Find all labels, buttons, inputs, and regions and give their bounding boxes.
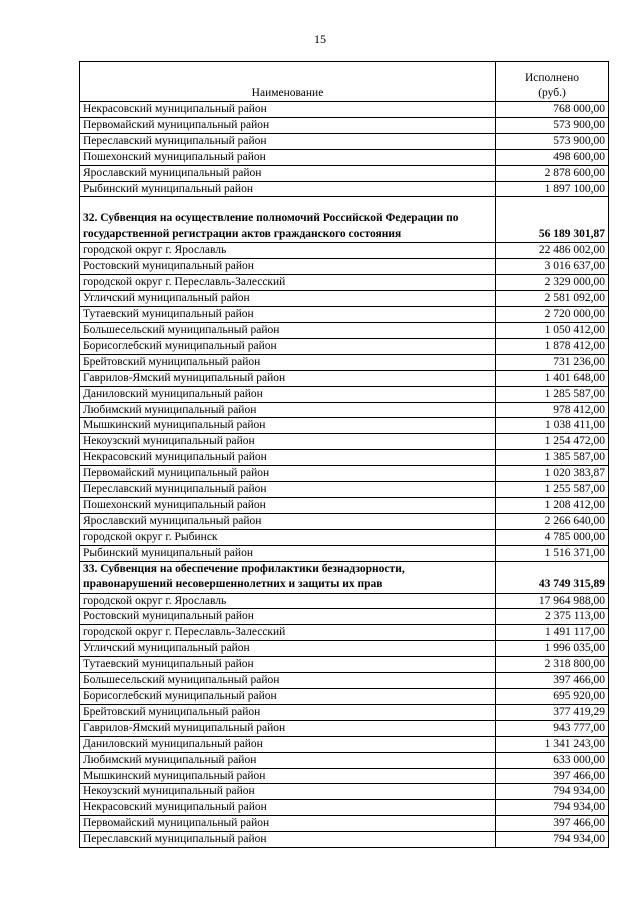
row-name: Мышкинский муниципальный район	[80, 768, 496, 784]
table-row	[80, 784, 609, 800]
row-name: Ростовский муниципальный район	[80, 259, 496, 275]
section-total: 43 749 315,89	[496, 561, 609, 593]
table-row	[80, 338, 609, 354]
page-number: 15	[314, 32, 326, 46]
row-name: Тутаевский муниципальный район	[80, 657, 496, 673]
row-amount: 2 266 640,00	[496, 513, 609, 529]
section-row	[80, 561, 609, 593]
table-row	[80, 181, 609, 197]
table-row	[80, 609, 609, 625]
table-row	[80, 149, 609, 165]
row-name: Некоузский муниципальный район	[80, 784, 496, 800]
row-amount: 498 600,00	[496, 149, 609, 165]
table-row	[80, 720, 609, 736]
row-amount: 397 466,00	[496, 768, 609, 784]
row-amount: 2 720 000,00	[496, 307, 609, 323]
row-amount: 573 900,00	[496, 133, 609, 149]
row-name: Ярославский муниципальный район	[80, 513, 496, 529]
row-amount: 397 466,00	[496, 816, 609, 832]
row-amount: 1 516 371,00	[496, 545, 609, 561]
row-name: Брейтовский муниципальный район	[80, 704, 496, 720]
row-amount: 22 486 002,00	[496, 243, 609, 259]
row-name: Ростовский муниципальный район	[80, 609, 496, 625]
row-amount: 2 581 092,00	[496, 291, 609, 307]
section-title: 32. Субвенция на осуществление полномочий Российской Федерации по государственной регистрации актов гражданского состояния	[80, 197, 496, 243]
row-amount: 3 016 637,00	[496, 259, 609, 275]
row-name: Любимский муниципальный район	[80, 752, 496, 768]
section-row	[80, 197, 609, 243]
row-name: Пошехонский муниципальный район	[80, 497, 496, 513]
table-row	[80, 704, 609, 720]
row-name: Борисоглебский муниципальный район	[80, 338, 496, 354]
row-amount: 1 491 117,00	[496, 625, 609, 641]
row-name: Переславский муниципальный район	[80, 832, 496, 848]
row-name: Рыбинский муниципальный район	[80, 181, 496, 197]
row-name: Первомайский муниципальный район	[80, 117, 496, 133]
row-amount: 1 996 035,00	[496, 641, 609, 657]
row-amount: 397 466,00	[496, 673, 609, 689]
row-amount: 2 878 600,00	[496, 165, 609, 181]
table-row	[80, 450, 609, 466]
row-amount: 794 934,00	[496, 800, 609, 816]
row-name: Большесельский муниципальный район	[80, 322, 496, 338]
table-header-row	[80, 62, 609, 102]
row-amount: 1 385 587,00	[496, 450, 609, 466]
row-amount: 943 777,00	[496, 720, 609, 736]
table-row	[80, 497, 609, 513]
table-row	[80, 768, 609, 784]
row-amount: 4 785 000,00	[496, 529, 609, 545]
row-name: Пошехонский муниципальный район	[80, 149, 496, 165]
table-row	[80, 832, 609, 848]
row-amount: 768 000,00	[496, 102, 609, 118]
row-amount: 1 878 412,00	[496, 338, 609, 354]
table-row	[80, 259, 609, 275]
row-name: Первомайский муниципальный район	[80, 466, 496, 482]
row-name: Переславский муниципальный район	[80, 133, 496, 149]
table-row	[80, 625, 609, 641]
table-row	[80, 482, 609, 498]
row-name: городской округ г. Переславль-Залесский	[80, 275, 496, 291]
table-row	[80, 434, 609, 450]
row-amount: 1 254 472,00	[496, 434, 609, 450]
table-row	[80, 291, 609, 307]
row-amount: 1 341 243,00	[496, 736, 609, 752]
row-amount: 377 419,29	[496, 704, 609, 720]
row-name: Первомайский муниципальный район	[80, 816, 496, 832]
row-amount: 1 208 412,00	[496, 497, 609, 513]
table-row	[80, 736, 609, 752]
row-amount: 1 897 100,00	[496, 181, 609, 197]
table-row	[80, 370, 609, 386]
row-name: городской округ г. Ярославль	[80, 593, 496, 609]
section-total: 56 189 301,87	[496, 197, 609, 243]
row-amount: 1 020 383,87	[496, 466, 609, 482]
row-name: Даниловский муниципальный район	[80, 386, 496, 402]
table-row	[80, 354, 609, 370]
row-amount: 978 412,00	[496, 402, 609, 418]
row-name: Некоузский муниципальный район	[80, 434, 496, 450]
table-row	[80, 243, 609, 259]
row-name: Ярославский муниципальный район	[80, 165, 496, 181]
table-row	[80, 117, 609, 133]
table-row	[80, 689, 609, 705]
table-row	[80, 322, 609, 338]
table-row	[80, 545, 609, 561]
row-name: Некрасовский муниципальный район	[80, 102, 496, 118]
row-name: Гаврилов-Ямский муниципальный район	[80, 720, 496, 736]
row-name: Угличский муниципальный район	[80, 291, 496, 307]
column-header-amount	[496, 62, 609, 102]
row-amount: 2 318 800,00	[496, 657, 609, 673]
row-name: Мышкинский муниципальный район	[80, 418, 496, 434]
row-amount: 1 038 411,00	[496, 418, 609, 434]
table-row	[80, 307, 609, 323]
row-name: Даниловский муниципальный район	[80, 736, 496, 752]
row-amount: 695 920,00	[496, 689, 609, 705]
table-row	[80, 102, 609, 118]
section-title: 33. Субвенция на обеспечение профилактики безнадзорности, правонарушений несовершеннолетних и защиты их прав	[80, 561, 496, 593]
table-row	[80, 673, 609, 689]
table-row	[80, 513, 609, 529]
budget-table	[79, 61, 609, 848]
amount-header-line1: Исполнено	[524, 72, 580, 85]
row-amount: 1 050 412,00	[496, 322, 609, 338]
row-name: Рыбинский муниципальный район	[80, 545, 496, 561]
row-name: Борисоглебский муниципальный район	[80, 689, 496, 705]
table-row	[80, 275, 609, 291]
row-amount: 1 255 587,00	[496, 482, 609, 498]
row-amount: 2 375 113,00	[496, 609, 609, 625]
table-row	[80, 165, 609, 181]
row-name: Любимский муниципальный район	[80, 402, 496, 418]
row-amount: 794 934,00	[496, 784, 609, 800]
table-row	[80, 133, 609, 149]
table-row	[80, 752, 609, 768]
table-row	[80, 402, 609, 418]
row-name: городской округ г. Ярославль	[80, 243, 496, 259]
table-row	[80, 418, 609, 434]
row-name: Переславский муниципальный район	[80, 482, 496, 498]
table-row	[80, 657, 609, 673]
row-name: Некрасовский муниципальный район	[80, 450, 496, 466]
row-name: Большесельский муниципальный район	[80, 673, 496, 689]
row-name: Некрасовский муниципальный район	[80, 800, 496, 816]
table-row	[80, 641, 609, 657]
table-row	[80, 466, 609, 482]
table-row	[80, 800, 609, 816]
row-name: Брейтовский муниципальный район	[80, 354, 496, 370]
row-name: городской округ г. Рыбинск	[80, 529, 496, 545]
table-row	[80, 529, 609, 545]
row-amount: 2 329 000,00	[496, 275, 609, 291]
row-name: городской округ г. Переславль-Залесский	[80, 625, 496, 641]
row-amount: 1 285 587,00	[496, 386, 609, 402]
row-amount: 17 964 988,00	[496, 593, 609, 609]
row-amount: 794 934,00	[496, 832, 609, 848]
row-amount: 633 000,00	[496, 752, 609, 768]
table-row	[80, 593, 609, 609]
table-row	[80, 816, 609, 832]
row-amount: 731 236,00	[496, 354, 609, 370]
row-name: Тутаевский муниципальный район	[80, 307, 496, 323]
row-name: Гаврилов-Ямский муниципальный район	[80, 370, 496, 386]
table-row	[80, 386, 609, 402]
row-amount: 1 401 648,00	[496, 370, 609, 386]
column-header-name: Наименование	[80, 62, 496, 102]
amount-header-line2: (руб.)	[538, 87, 566, 100]
row-amount: 573 900,00	[496, 117, 609, 133]
row-name: Угличский муниципальный район	[80, 641, 496, 657]
